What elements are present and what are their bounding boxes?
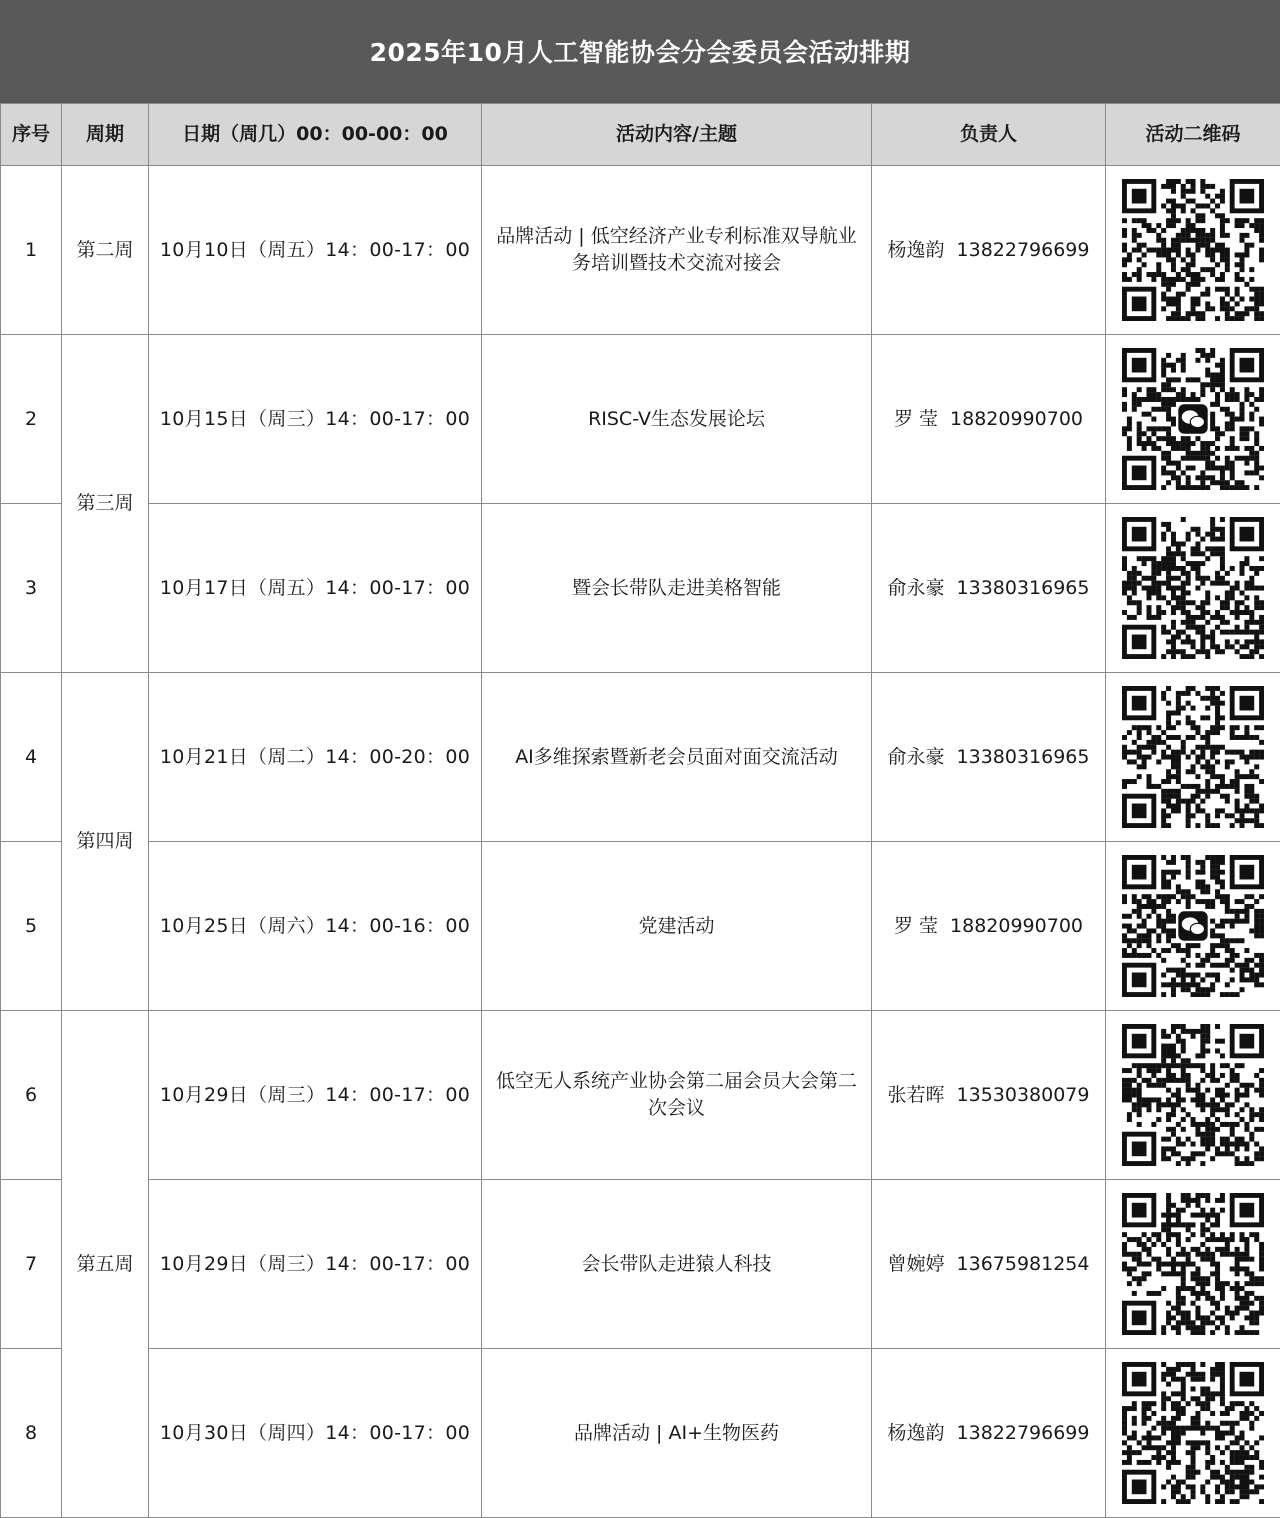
person-phone: 18820990700	[950, 915, 1083, 937]
wechat-qr-code-icon[interactable]	[1122, 348, 1264, 490]
row-topic: AI多维探索暨新老会员面对面交流活动	[482, 673, 872, 842]
row-index: 3	[1, 504, 62, 673]
person-phone: 13822796699	[957, 1422, 1090, 1444]
row-person	[872, 504, 1106, 673]
person-name: 俞永豪	[888, 746, 945, 768]
row-index: 7	[1, 1180, 62, 1349]
table-row	[1, 673, 1280, 842]
row-person	[872, 842, 1106, 1011]
person-phone: 13380316965	[957, 577, 1090, 599]
row-person	[872, 673, 1106, 842]
table-row	[1, 842, 1280, 1011]
row-qr	[1106, 335, 1280, 504]
row-qr	[1106, 673, 1280, 842]
week-cell: 第二周	[62, 166, 149, 335]
row-qr	[1106, 1180, 1280, 1349]
header-person: 负责人	[872, 104, 1106, 166]
row-date: 10月30日（周四）14：00-17：00	[149, 1349, 482, 1518]
qr-code-icon[interactable]	[1122, 179, 1264, 321]
person-phone: 18820990700	[950, 408, 1083, 430]
table-row	[1, 1011, 1280, 1180]
week-cell: 第四周	[62, 673, 149, 1011]
row-qr	[1106, 1011, 1280, 1180]
row-topic: 品牌活动 | 低空经济产业专利标准双导航业务培训暨技术交流对接会	[482, 166, 872, 335]
header-date: 日期（周几）00：00-00：00	[149, 104, 482, 166]
table-row	[1, 335, 1280, 504]
person-name: 罗 莹	[894, 915, 938, 937]
row-index: 2	[1, 335, 62, 504]
row-date: 10月15日（周三）14：00-17：00	[149, 335, 482, 504]
wechat-qr-code-icon[interactable]	[1122, 855, 1264, 997]
row-topic: 会长带队走进猿人科技	[482, 1180, 872, 1349]
header-qr: 活动二维码	[1106, 104, 1280, 166]
person-name: 俞永豪	[888, 577, 945, 599]
row-date: 10月17日（周五）14：00-17：00	[149, 504, 482, 673]
header-index: 序号	[1, 104, 62, 166]
qr-code-icon[interactable]	[1122, 1024, 1264, 1166]
row-topic: 党建活动	[482, 842, 872, 1011]
header-topic: 活动内容/主题	[482, 104, 872, 166]
qr-code-icon[interactable]	[1122, 686, 1264, 828]
person-name: 杨逸韵	[888, 239, 945, 261]
person-name: 罗 莹	[894, 408, 938, 430]
row-index: 4	[1, 673, 62, 842]
row-index: 5	[1, 842, 62, 1011]
row-date: 10月29日（周三）14：00-17：00	[149, 1011, 482, 1180]
person-name: 杨逸韵	[888, 1422, 945, 1444]
table-header-row	[1, 104, 1280, 166]
table-row	[1, 1180, 1280, 1349]
row-date: 10月25日（周六）14：00-16：00	[149, 842, 482, 1011]
qr-code-icon[interactable]	[1122, 517, 1264, 659]
qr-code-icon[interactable]	[1122, 1193, 1264, 1335]
row-date: 10月21日（周二）14：00-20：00	[149, 673, 482, 842]
row-date: 10月10日（周五）14：00-17：00	[149, 166, 482, 335]
row-person	[872, 1011, 1106, 1180]
title-bar	[0, 0, 1280, 103]
person-phone: 13822796699	[957, 239, 1090, 261]
header-week: 周期	[62, 104, 149, 166]
row-index: 8	[1, 1349, 62, 1518]
row-person	[872, 1180, 1106, 1349]
table-row	[1, 166, 1280, 335]
row-person	[872, 166, 1106, 335]
row-person	[872, 335, 1106, 504]
row-qr	[1106, 166, 1280, 335]
page-title: 2025年10月人工智能协会分会委员会活动排期	[370, 33, 911, 69]
table-row	[1, 1349, 1280, 1518]
person-name: 曾婉婷	[888, 1253, 945, 1275]
row-topic: 暨会长带队走进美格智能	[482, 504, 872, 673]
row-person	[872, 1349, 1106, 1518]
person-phone: 13530380079	[957, 1084, 1090, 1106]
week-cell: 第五周	[62, 1011, 149, 1518]
row-qr	[1106, 504, 1280, 673]
row-topic: RISC-V生态发展论坛	[482, 335, 872, 504]
row-index: 1	[1, 166, 62, 335]
table-row	[1, 504, 1280, 673]
row-topic: 品牌活动 | AI+生物医药	[482, 1349, 872, 1518]
week-cell: 第三周	[62, 335, 149, 673]
person-phone: 13675981254	[957, 1253, 1090, 1275]
row-index: 6	[1, 1011, 62, 1180]
qr-code-icon[interactable]	[1122, 1362, 1264, 1504]
row-topic: 低空无人系统产业协会第二届会员大会第二次会议	[482, 1011, 872, 1180]
row-date: 10月29日（周三）14：00-17：00	[149, 1180, 482, 1349]
person-name: 张若晖	[888, 1084, 945, 1106]
row-qr	[1106, 842, 1280, 1011]
row-qr	[1106, 1349, 1280, 1518]
person-phone: 13380316965	[957, 746, 1090, 768]
schedule-table	[0, 103, 1280, 1518]
